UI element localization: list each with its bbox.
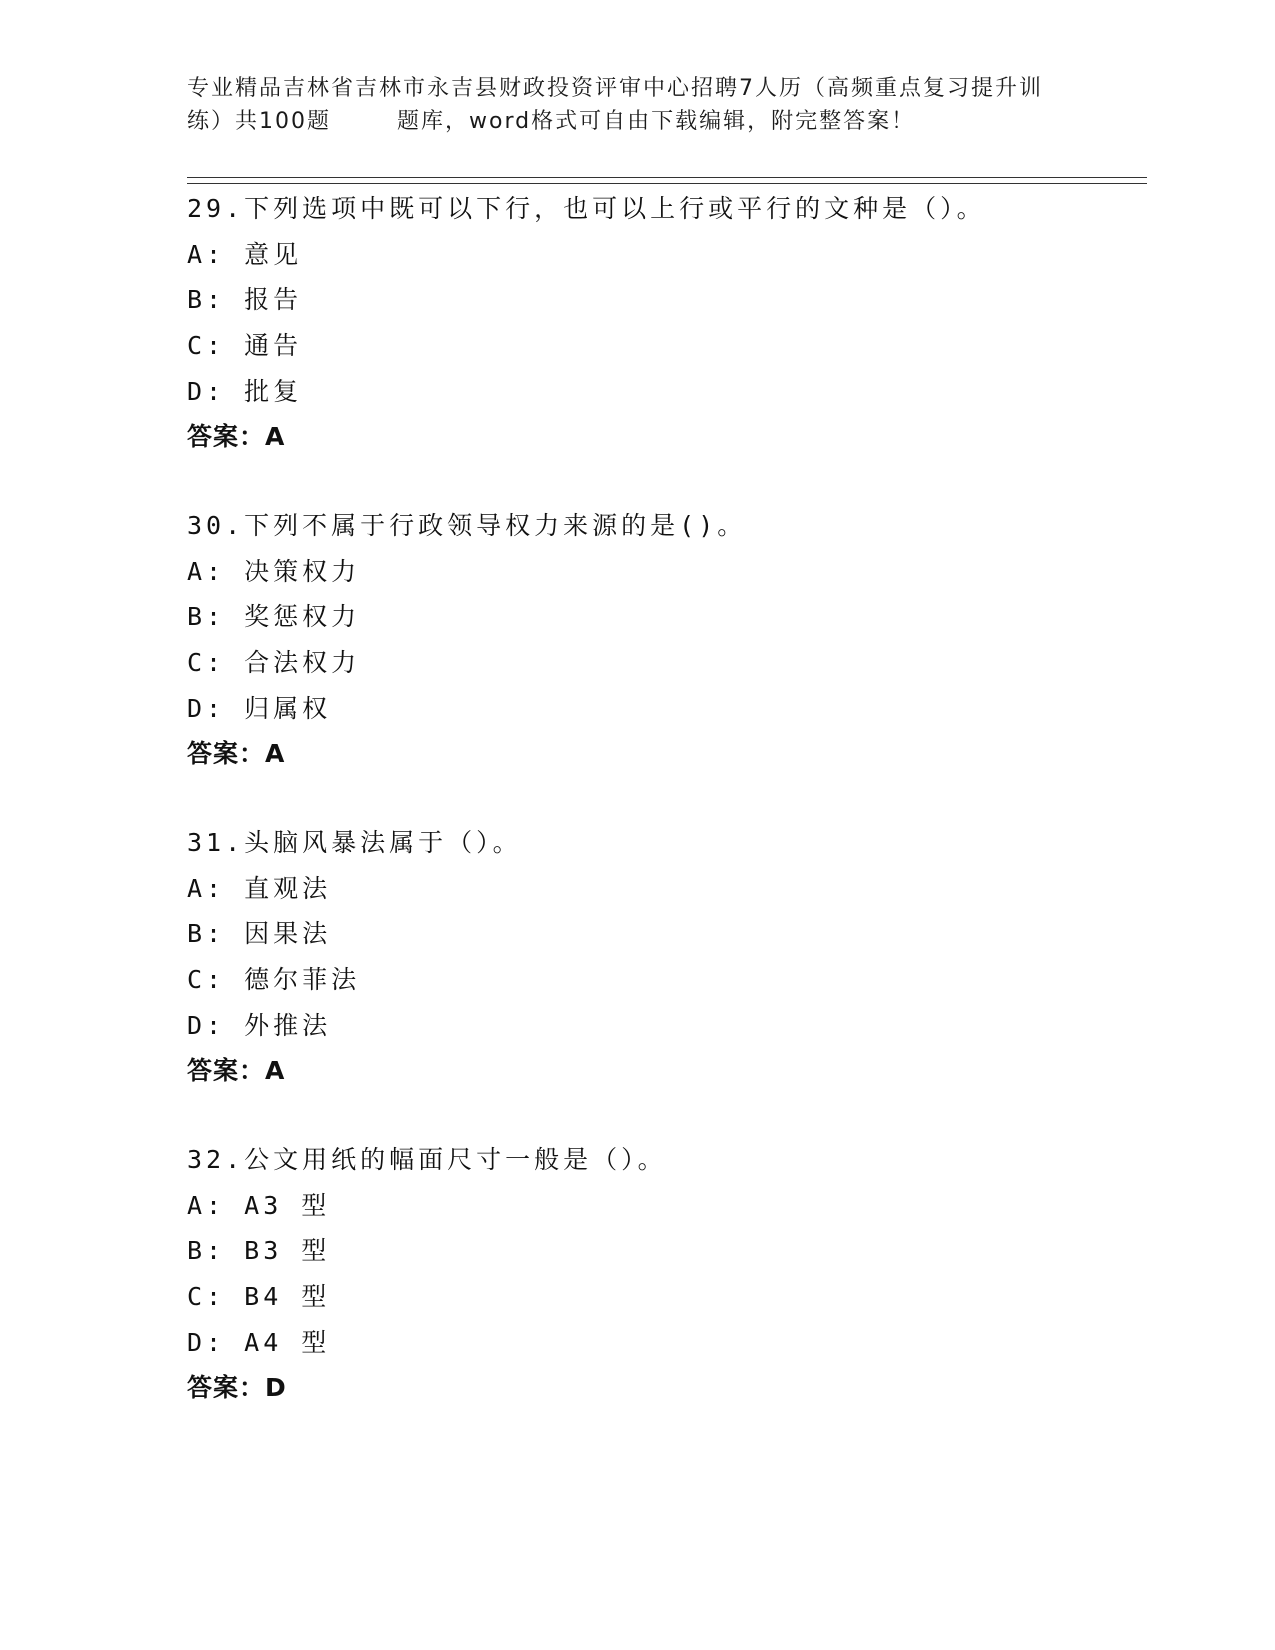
option-d: D: 批复 (187, 376, 303, 406)
option-a: A: 意见 (187, 239, 303, 269)
header-line-1: 专业精品吉林省吉林市永吉县财政投资评审中心招聘7人历（高频重点复习提升训 (187, 76, 1043, 101)
option-d: D: A4 型 (187, 1327, 331, 1357)
option-c: C: 德尔菲法 (187, 965, 361, 995)
answer-line: 答案：D (187, 1373, 287, 1403)
header-line-2 (187, 105, 1087, 138)
option-b: B: 报告 (187, 285, 303, 315)
question-block (187, 820, 1147, 1094)
answer-line: 答案：A (187, 422, 286, 452)
question-block (187, 1137, 1147, 1411)
header-line-2-part-1: 练）共100题 (187, 109, 331, 134)
option-a: A: 决策权力 (187, 556, 361, 586)
option-d: D: 归属权 (187, 693, 332, 723)
answer-line: 答案：A (187, 1056, 286, 1086)
option-d: D: 外推法 (187, 1010, 332, 1040)
question-block (187, 503, 1147, 777)
option-c: C: B4 型 (187, 1282, 331, 1312)
option-b: B: B3 型 (187, 1236, 331, 1266)
question-title: 30.下列不属于行政领导权力来源的是()。 (187, 511, 747, 540)
option-c: C: 通告 (187, 331, 303, 361)
option-a: A: 直观法 (187, 873, 332, 903)
answer-line: 答案：A (187, 739, 286, 769)
option-c: C: 合法权力 (187, 648, 361, 678)
question-title: 32.公文用纸的幅面尺寸一般是（）。 (187, 1145, 667, 1174)
header-line-2-part-2: 题库，word格式可自由下载编辑，附完整答案！ (397, 109, 916, 134)
option-a: A: A3 型 (187, 1190, 331, 1220)
question-block (187, 186, 1147, 460)
header-divider-top (187, 177, 1147, 178)
document-header (187, 72, 1087, 138)
option-b: B: 奖惩权力 (187, 602, 361, 632)
question-title: 29.下列选项中既可以下行，也可以上行或平行的文种是（）。 (187, 194, 986, 223)
header-divider-bottom (187, 183, 1147, 184)
question-title: 31.头脑风暴法属于（）。 (187, 828, 522, 857)
option-b: B: 因果法 (187, 919, 332, 949)
